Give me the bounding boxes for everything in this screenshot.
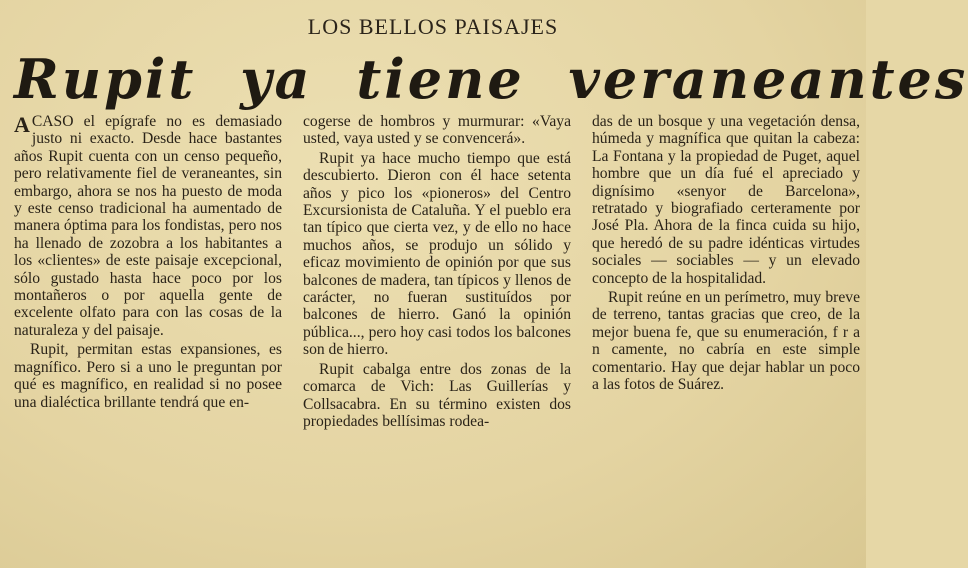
paragraph: Rupit ya hace mucho tiempo que está descubierto. Dieron con él hace setenta años y pico los «pioneros» del Centro Excursionista de Cataluña. Y el pueblo era tan típico que cierta vez, y de ello no hace muchos años, se produjo un sólido y eficaz movimiento de opinión por que sus balcones de madera, tan típicos y llenos de carácter, no fueran sustituídos por balcones de hierro. Ganó la opinión pública..., pero hoy casi todos los balcones son de hierro. — [303, 149, 571, 359]
paragraph-text: CASO el epígrafe no es demasiado justo ni exacto. Desde hace bastantes años Rupit cuenta con un censo pequeño, pero relativamente fiel de veraneantes, sin embargo, ahora se nos ha puesto de moda y este censo tradicional ha aumentado de manera óptima para los fondistas, pero nos ha llenado de zozobra a los habitantes a los «clientes» de este paisaje excepcional, sólo gustado hasta hace poco por los montañeros o por aquella gente de excelente olfato para con las cosas de la naturaleza y del paisaje. — [14, 113, 282, 339]
paragraph: Rupit cabalga entre dos zonas de la comarca de Vich: Las Guillerías y Collsacabra. En su término existen dos propiedades bellísimas rodea- — [303, 360, 571, 430]
paragraph: das de un bosque y una vegetación densa, húmeda y magnífica que quitan la cabeza: La Fontana y la propiedad de Puget, aquel hombre que un día fué el apreciado y dignísimo «senyor de Barcelona», retratado y biografiado certeramente por José Pla. Ahora de la finca cuida su hijo, que heredó de su padre idénticas virtudes sociales — sociables — y un elevado concepto de la hospitalidad. — [592, 113, 860, 287]
article-columns — [14, 113, 860, 563]
headline: Rupit ya tiene veraneantes — [14, 47, 968, 111]
section-kicker: LOS BELLOS PAISAJES — [307, 14, 559, 39]
paragraph: cogerse de hombros y murmurar: «Vaya usted, vaya usted y se convencerá». — [303, 113, 571, 148]
drop-cap: A — [14, 112, 30, 137]
paragraph — [14, 113, 282, 339]
paragraph: Rupit reúne en un perímetro, muy breve de terreno, tantas gracias que creo, de la mejor buena fe, que su enumeración, f r a n camente, no cabría en este simple comentario. Hay que dejar hablar un poco a las fotos de Suárez. — [592, 289, 860, 394]
paragraph: Rupit, permitan estas expansiones, es magnífico. Pero si a uno le preguntan por qué es magnífico, en realidad si no posee una dialéctica brillante tendrá que en- — [14, 341, 282, 411]
article-column-3 — [592, 113, 860, 563]
article-column-2 — [303, 113, 571, 563]
article-column-1 — [14, 113, 282, 563]
